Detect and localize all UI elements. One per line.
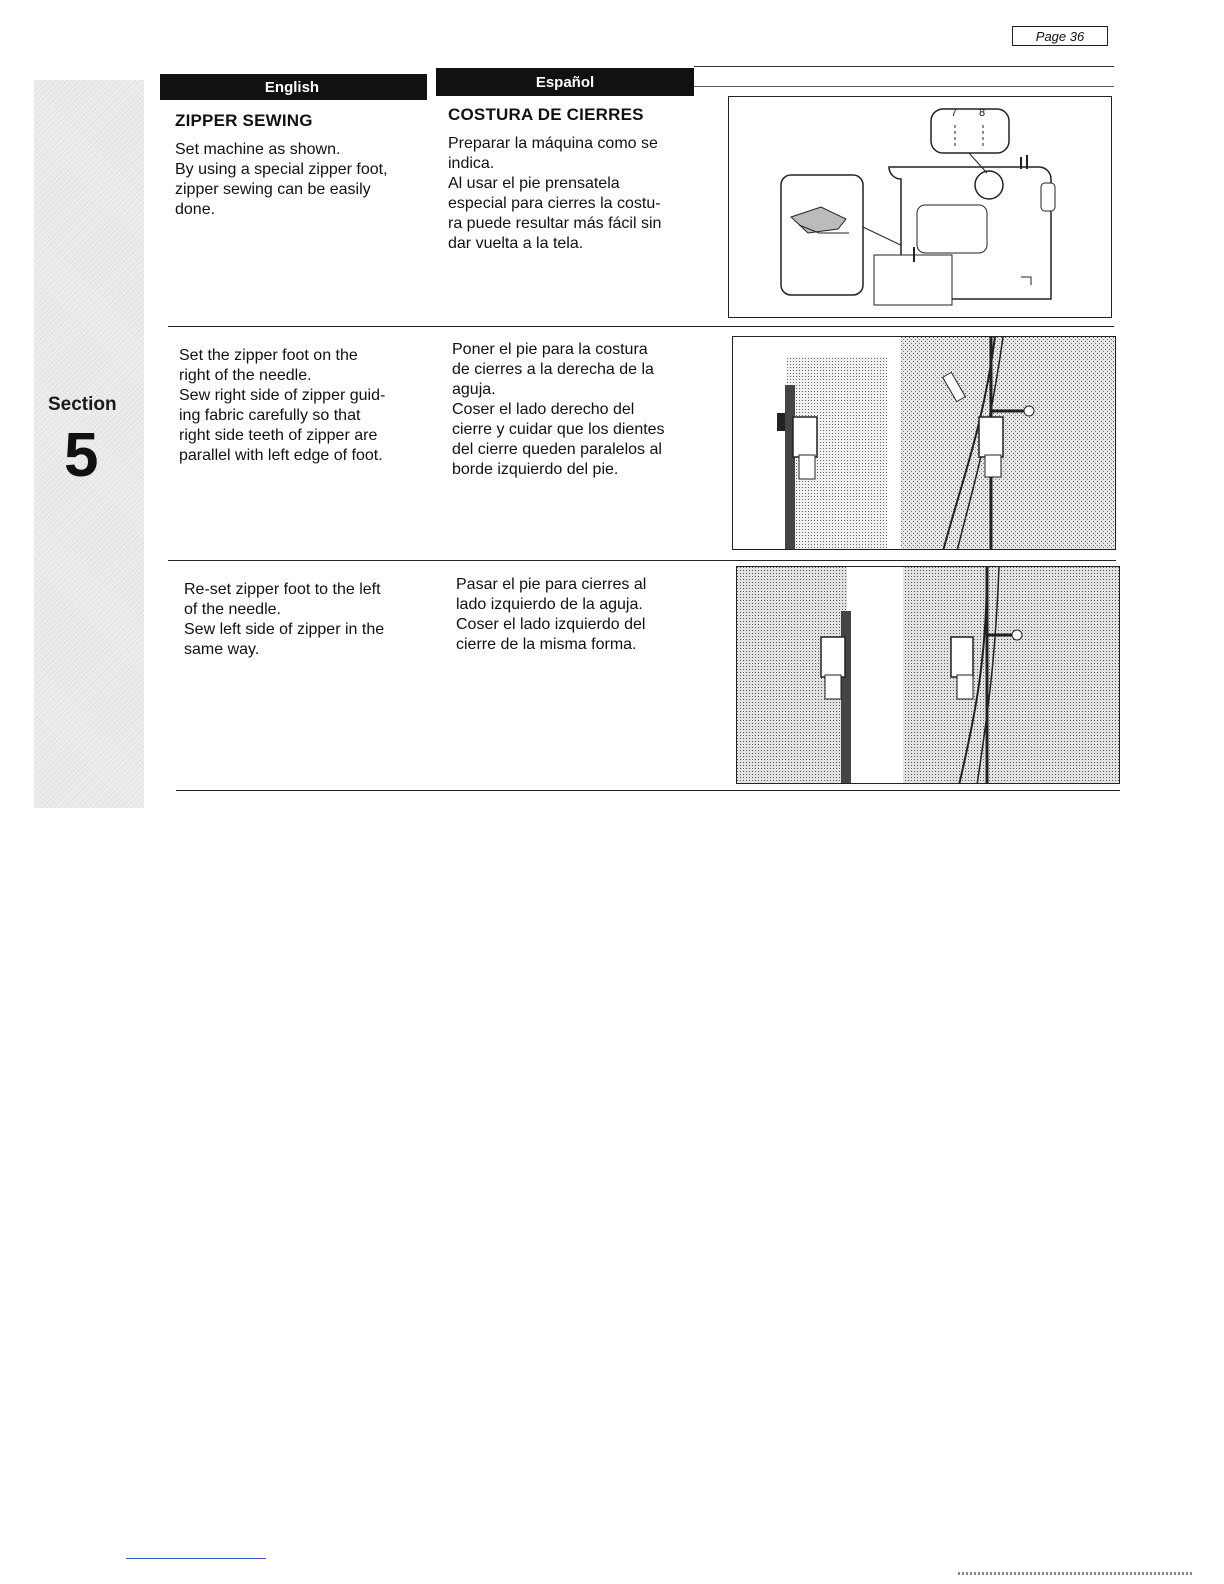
page-number-box bbox=[1012, 26, 1108, 46]
footer-scan-mark bbox=[958, 1572, 1194, 1575]
right-side-zipper-figure bbox=[732, 336, 1116, 550]
left-side-zipper-illustration bbox=[737, 567, 1120, 784]
dial-label-8: 8 bbox=[979, 107, 986, 119]
spanish-text-block-1: Preparar la máquina como se indica. Al usar el pie prensatela especial para cierres la costu- ra puede resultar más fácil sin dar vuelta a la tela. bbox=[448, 135, 662, 252]
english-text-block-2: Set the zipper foot on the right of the needle. Sew right side of zipper guid- ing fabric carefully so that right side teeth of zipper are parallel with left edge of foot. bbox=[179, 347, 386, 464]
dial-label-7: 7 bbox=[951, 107, 958, 119]
english-text-block-1: Set machine as shown. By using a special zipper foot, zipper sewing can be easily done. bbox=[175, 141, 388, 218]
header-rule-lower bbox=[694, 86, 1114, 87]
page-number: Page 36 bbox=[1035, 28, 1085, 44]
section-label: Section bbox=[48, 394, 117, 415]
section-divider-1 bbox=[168, 326, 1114, 327]
spanish-label: Español bbox=[535, 73, 595, 91]
section-divider-3 bbox=[176, 790, 1120, 791]
spanish-heading: COSTURA DE CIERRES bbox=[448, 105, 644, 124]
english-label: English bbox=[264, 78, 320, 96]
spanish-text-block-2: Poner el pie para la costura de cierres a la derecha de la aguja. Coser el lado derecho del cierre y cuidar que los dientes del cierre queden paralelos al borde izquierdo del pie. bbox=[452, 341, 665, 478]
english-heading: ZIPPER SEWING bbox=[175, 111, 313, 130]
english-column-header bbox=[160, 74, 424, 100]
language-divider bbox=[424, 74, 436, 100]
section-divider-2 bbox=[168, 560, 1116, 561]
spanish-column-header bbox=[436, 68, 694, 96]
header-rule bbox=[694, 66, 1114, 67]
sewing-machine-figure bbox=[728, 96, 1112, 318]
left-side-zipper-figure bbox=[736, 566, 1120, 784]
sewing-machine-illustration bbox=[729, 97, 1112, 318]
footer-link-line bbox=[126, 1558, 266, 1559]
right-side-zipper-illustration bbox=[733, 337, 1116, 550]
section-number: 5 bbox=[64, 421, 99, 490]
english-text-block-3: Re-set zipper foot to the left of the needle. Sew left side of zipper in the same way. bbox=[184, 581, 385, 658]
spanish-text-block-3: Pasar el pie para cierres al lado izquierdo de la aguja. Coser el lado izquierdo del cierre de la misma forma. bbox=[456, 576, 647, 653]
